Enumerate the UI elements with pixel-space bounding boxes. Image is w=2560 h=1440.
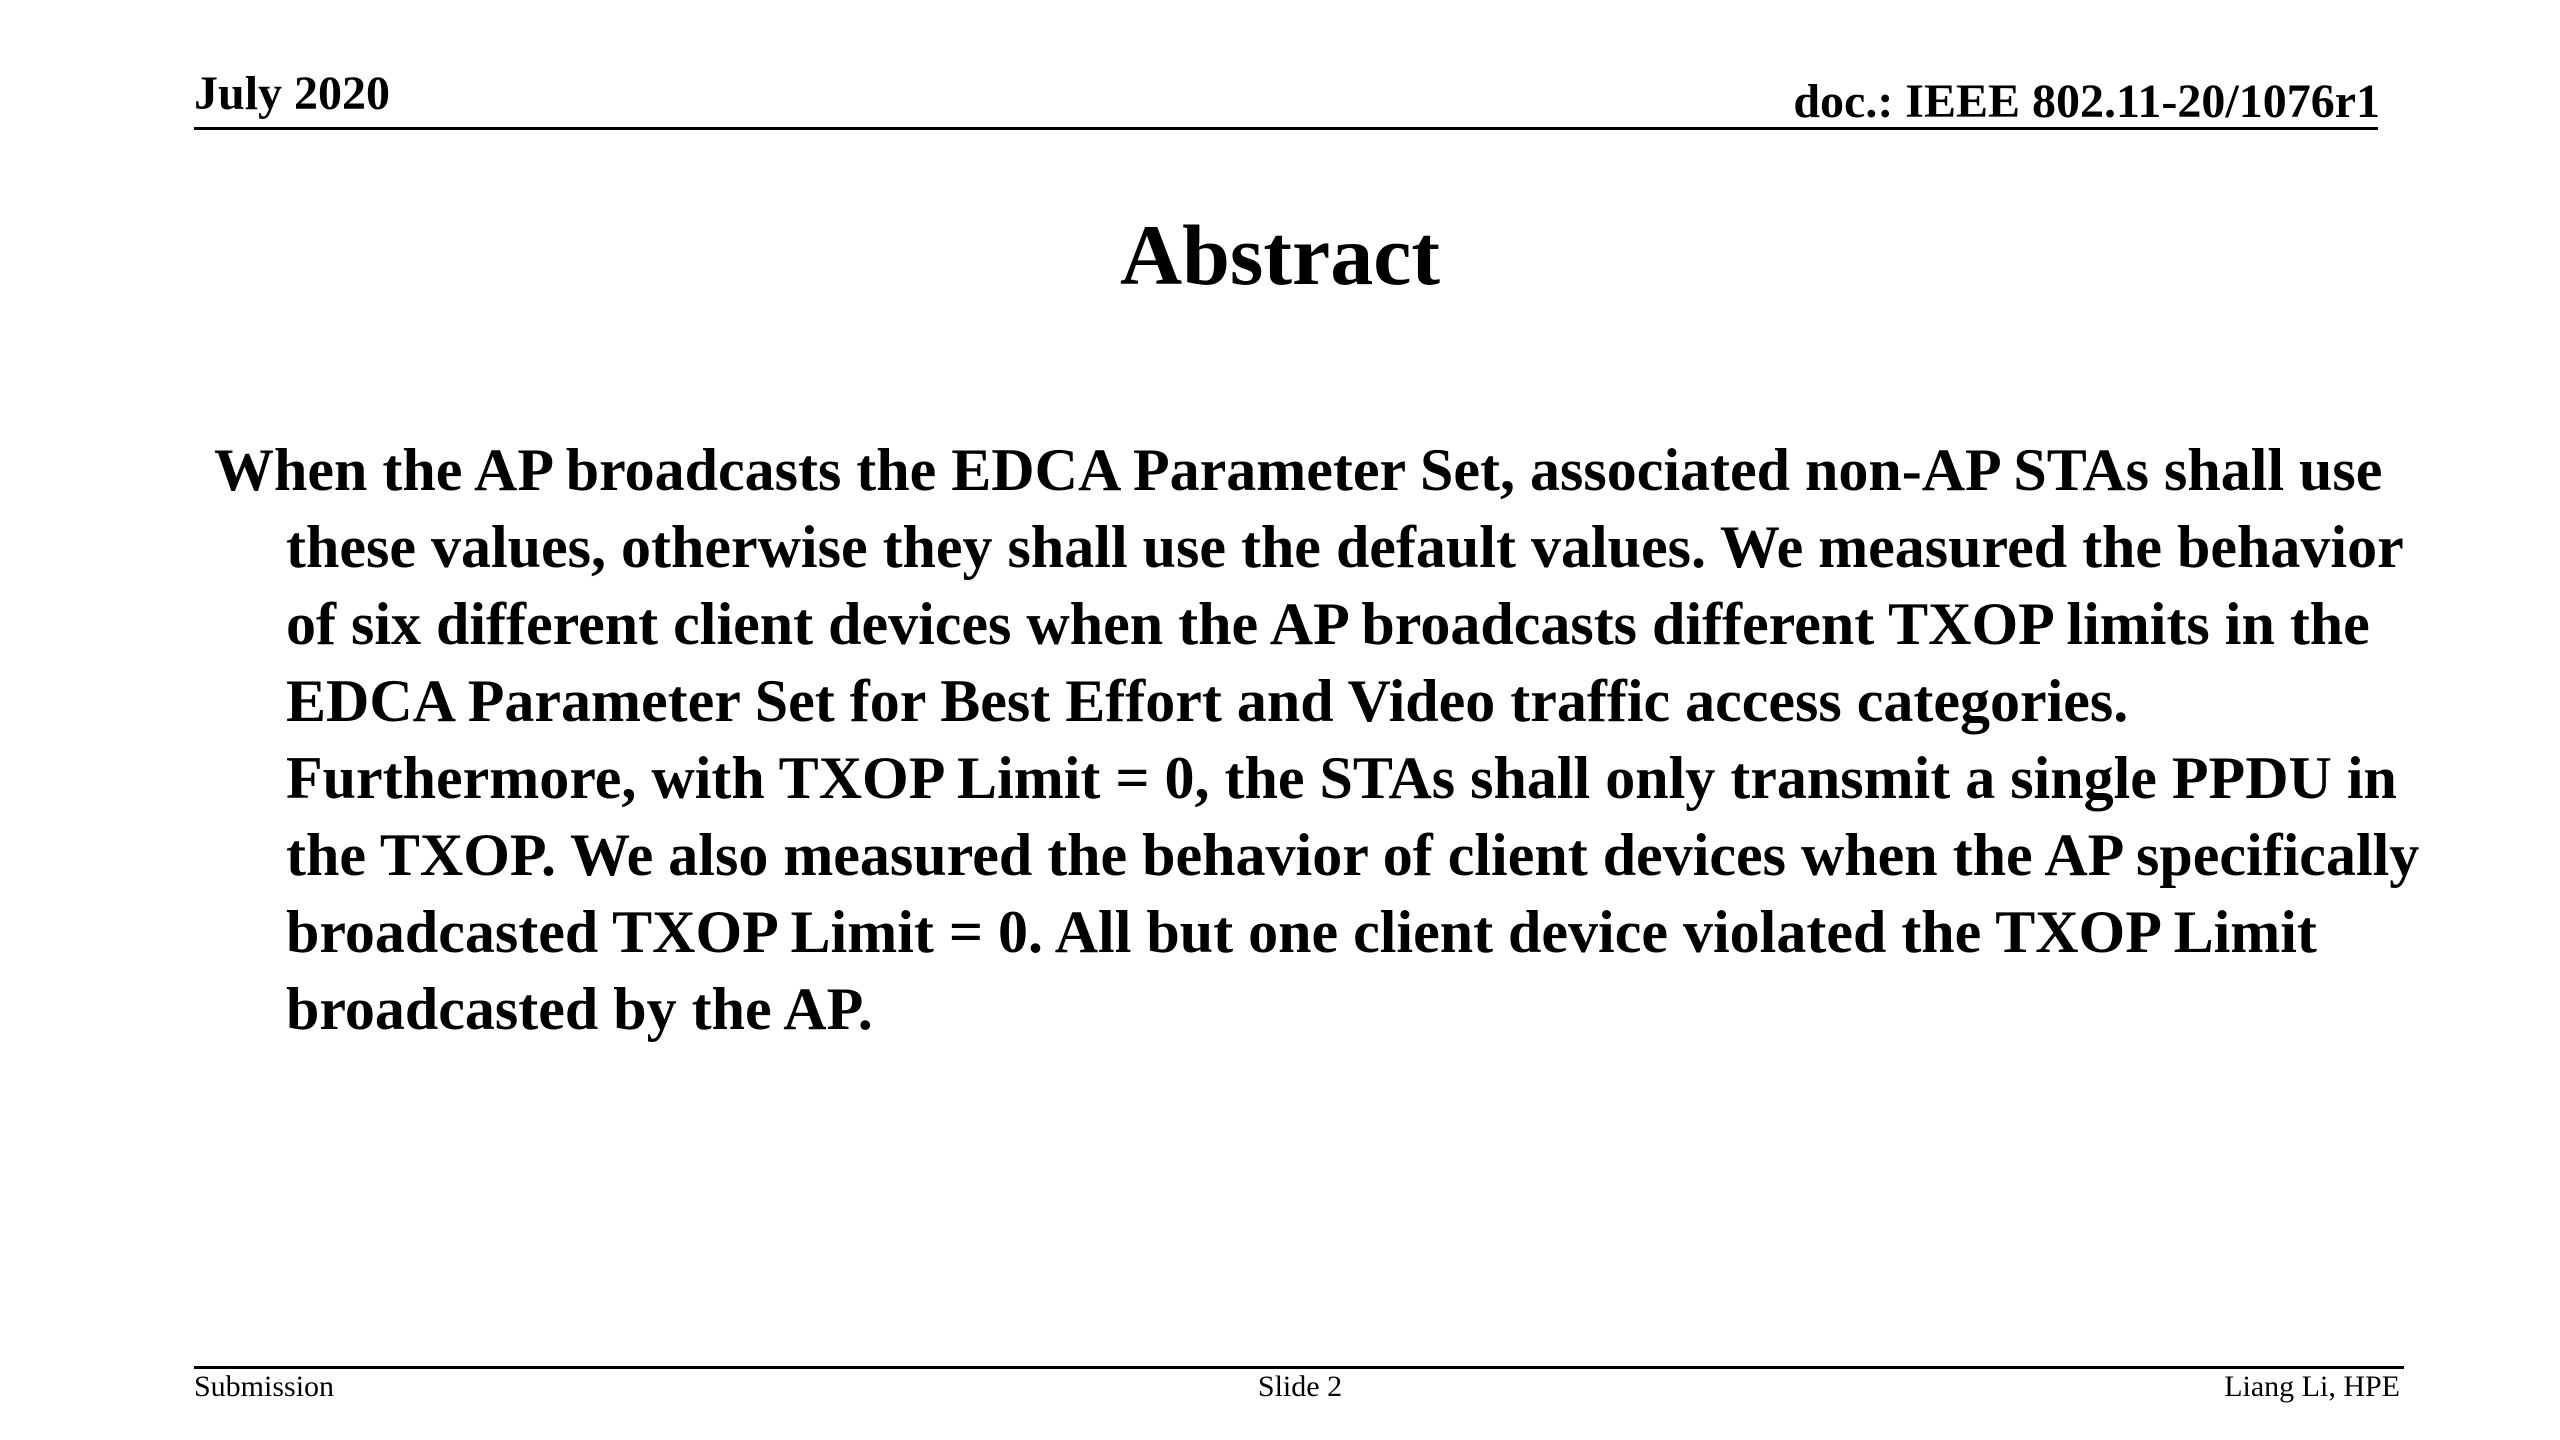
abstract-body: When the AP broadcasts the EDCA Parameter Set, associated non-AP STAs shall use these values, otherwise they shall use the default values. We measured the behavior of six different client devices when the AP broadcasts different TXOP limits in the EDCA Parameter Set for Best Effort and Video traffic access categories. Furthermore, with TXOP Limit = 0, the STAs shall only transmit a single PPDU in the TXOP. We also measured the behavior of client devices when the AP specifically broadcasted TXOP Limit = 0. All but one client device violated the TXOP Limit broadcasted by the AP. [214,437,2420,1042]
footer-divider [194,1366,2404,1369]
header-divider [194,127,2378,130]
slide-title: Abstract [1119,207,1441,303]
header-doc-id: doc.: IEEE 802.11-20/1076r1 [1793,75,2380,128]
header-date: July 2020 [194,67,391,120]
footer-slide-number: Slide 2 [1257,1370,1343,1403]
footer-submission: Submission [194,1370,335,1403]
footer-author: Liang Li, HPE [2224,1370,2400,1403]
